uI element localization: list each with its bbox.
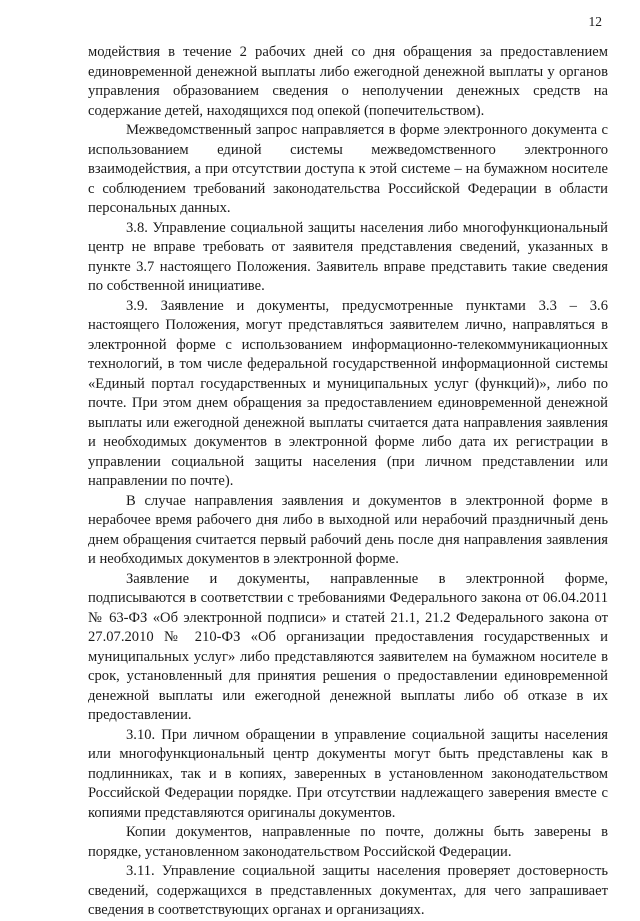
paragraph-non-working-time: В случае направления заявления и документов в электронной форме в нерабочее время рабочего дня либо в выходной или нерабочий праздничный день днем обращения считается первый рабочий день после дня направления заявления и необходимых документов в электронной форме. bbox=[88, 492, 608, 567]
page-number: 12 bbox=[588, 14, 602, 29]
paragraph-3-9: 3.9. Заявление и документы, предусмотренные пунктами 3.3 – 3.6 настоящего Положения, могут представляться заявителем лично, направляться в электронной форме с использованием информационно-телекоммуникационных технологий, в том числе федеральной государственной информационной системы «Единый портал государственных и муниципальных услуг (функций)», либо по почте. При этом днем обращения за предоставлением единовременной денежной выплаты или ежегодной денежной выплаты считается дата направления заявления и необходимых документов в электронной форме либо дата их регистрации в управлении социальной защиты населения (при личном представлении или направлении по почте). bbox=[88, 297, 608, 489]
paragraph-continuation: модействия в течение 2 рабочих дней со дня обращения за предоставлением единовременной денежной выплаты либо ежегодной денежной выплаты у органов управления образованием сведения о неполучении денежных средств на содержание детей, находящихся под опекой (попечительством). bbox=[88, 44, 608, 119]
paragraph-3-8: 3.8. Управление социальной защиты населения либо многофункциональный центр не вправе требовать от заявителя представления сведений, указанных в пункте 3.7 настоящего Положения. Заявитель вправе представить такие сведения по собственной инициативе. bbox=[88, 219, 608, 294]
paragraph-3-10: 3.10. При личном обращении в управление социальной защиты населения или многофункциональный центр документы могут быть представлены как в подлинниках, так и в копиях, заверенных в установленном законодательством Российской Федерации порядке. При отсутствии надлежащего заверения вместе с копиями представляются оригиналы документов. bbox=[88, 726, 608, 821]
paragraph-electronic-signature: Заявление и документы, направленные в электронной форме, подписываются в соответствии с требованиями Федерального закона от 06.04.2011 № 63-ФЗ «Об электронной подписи» и статей 21.1, 21.2 Федерального закона от 27.07.2010 № 210-ФЗ «Об организации предоставления государственных и муниципальных услуг» либо представляются заявителем на бумажном носителе в срок, установленный для принятия решения о предоставлении единовременной денежной выплаты или ежегодной денежной выплаты либо об отказе в их предоставлении. bbox=[88, 570, 608, 723]
paragraph-postal-copies: Копии документов, направленные по почте, должны быть заверены в порядке, установленном законодательством Российской Федерации. bbox=[88, 824, 608, 860]
paragraph-interagency-request: Межведомственный запрос направляется в форме электронного документа с использованием единой системы межведомственного электронного взаимодействия, а при отсутствии доступа к этой системе – на бумажном носителе с соблюдением требований законодательства Российской Федерации в области персональных данных. bbox=[88, 122, 608, 216]
paragraph-3-11: 3.11. Управление социальной защиты населения проверяет достоверность сведений, содержащихся в представленных документах, для чего запрашивает сведения в соответствующих органах и организациях. bbox=[88, 863, 608, 918]
document-body bbox=[88, 43, 608, 921]
